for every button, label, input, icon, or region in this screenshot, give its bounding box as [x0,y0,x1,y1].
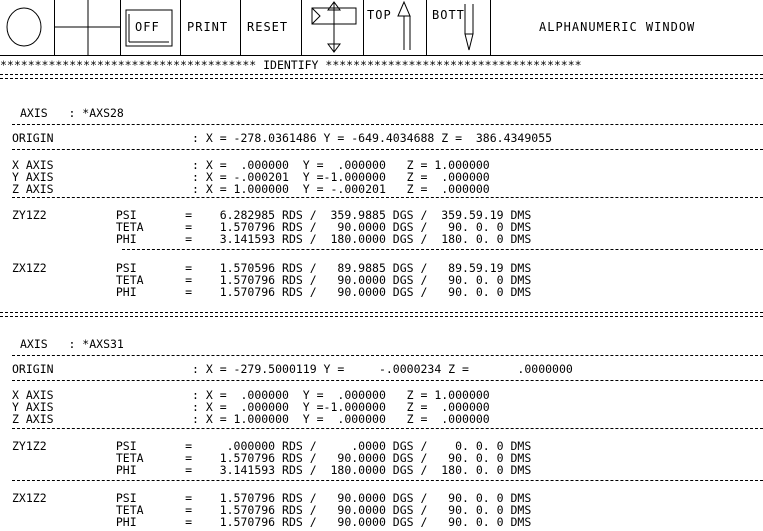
zy1z2-phi-line: PHI = 3.141593 RDS / 180.0000 DGS / 180. 0. 0 DMS [12,463,532,477]
divider [12,197,763,198]
top-button[interactable] [364,0,427,55]
divider [12,149,763,150]
zy1z2-psi-line: ZY1Z2 PSI = .000000 RDS / .0000 DGS / 0. 0. 0 DMS [12,439,532,453]
identify-output [0,56,763,531]
zy1z2-phi-line: PHI = 3.141593 RDS / 180.0000 DGS / 180. 0. 0 DMS [12,232,532,246]
window-title-area [491,0,763,55]
window-title: ALPHANUMERIC WINDOW [539,20,696,34]
top-label: TOP [367,8,392,22]
down-arrow-icon [427,0,491,55]
bott-button[interactable] [427,0,491,55]
z-axis-line: Z AXIS : X = 1.000000 Y = .000000 Z = .000000 [12,412,490,426]
divider [12,480,763,481]
identify-header: ************************************* IDENTIFY ************************************* [0,60,582,70]
reset-label: RESET [247,20,289,34]
crosshair-tool-button[interactable] [55,0,121,55]
divider [12,380,763,381]
origin-line: ORIGIN : X = -279.5000119 Y = -.0000234 Z = .0000000 [12,362,573,376]
y-axis-line: Y AXIS : X = -.000201 Y =-1.000000 Z = .000000 [12,170,490,184]
zx1z2-psi-line: ZX1Z2 PSI = 1.570596 RDS / 89.9885 DGS / 89.59.19 DMS [12,261,532,275]
double-divider [0,74,763,79]
off-label: OFF [135,20,160,34]
divider [122,249,763,250]
scroll-arrows-icon [302,0,364,55]
zx1z2-teta-line: TETA = 1.570796 RDS / 90.0000 DGS / 90. 0. 0 DMS [12,503,532,517]
double-divider [0,312,763,317]
divider [12,355,763,356]
reset-button[interactable] [241,0,302,55]
scroll-page-button[interactable] [302,0,364,55]
zx1z2-phi-line: PHI = 1.570796 RDS / 90.0000 DGS / 90. 0. 0 DMS [12,285,532,299]
divider [12,428,763,429]
zx1z2-teta-line: TETA = 1.570796 RDS / 90.0000 DGS / 90. 0. 0 DMS [12,273,532,287]
bott-label: BOTT [432,8,465,22]
zy1z2-psi-line: ZY1Z2 PSI = 6.282985 RDS / 359.9885 DGS / 359.59.19 DMS [12,208,532,222]
axis-name-line: AXIS : *AXS28 [20,106,124,120]
z-axis-line: Z AXIS : X = 1.000000 Y = -.000201 Z = .000000 [12,182,490,196]
print-label: PRINT [187,20,229,34]
toolbar [0,0,763,56]
y-axis-line: Y AXIS : X = .000000 Y =-1.000000 Z = .000000 [12,400,490,414]
zy1z2-teta-line: TETA = 1.570796 RDS / 90.0000 DGS / 90. 0. 0 DMS [12,220,532,234]
zy1z2-teta-line: TETA = 1.570796 RDS / 90.0000 DGS / 90. 0. 0 DMS [12,451,532,465]
x-axis-line: X AXIS : X = .000000 Y = .000000 Z = 1.000000 [12,158,490,172]
circle-icon [0,0,55,55]
zx1z2-phi-line: PHI = 1.570796 RDS / 90.0000 DGS / 90. 0. 0 DMS [12,515,532,529]
circle-tool-button[interactable] [0,0,55,55]
up-arrow-icon [364,0,427,55]
crosshair-icon [55,0,121,55]
print-button[interactable] [181,0,241,55]
divider [12,124,763,125]
x-axis-line: X AXIS : X = .000000 Y = .000000 Z = 1.000000 [12,388,490,402]
origin-line: ORIGIN : X = -278.0361486 Y = -649.4034688 Z = 386.4349055 [12,131,553,145]
off-button[interactable] [121,0,181,55]
axis-name-line: AXIS : *AXS31 [20,337,124,351]
zx1z2-psi-line: ZX1Z2 PSI = 1.570796 RDS / 90.0000 DGS / 90. 0. 0 DMS [12,491,532,505]
